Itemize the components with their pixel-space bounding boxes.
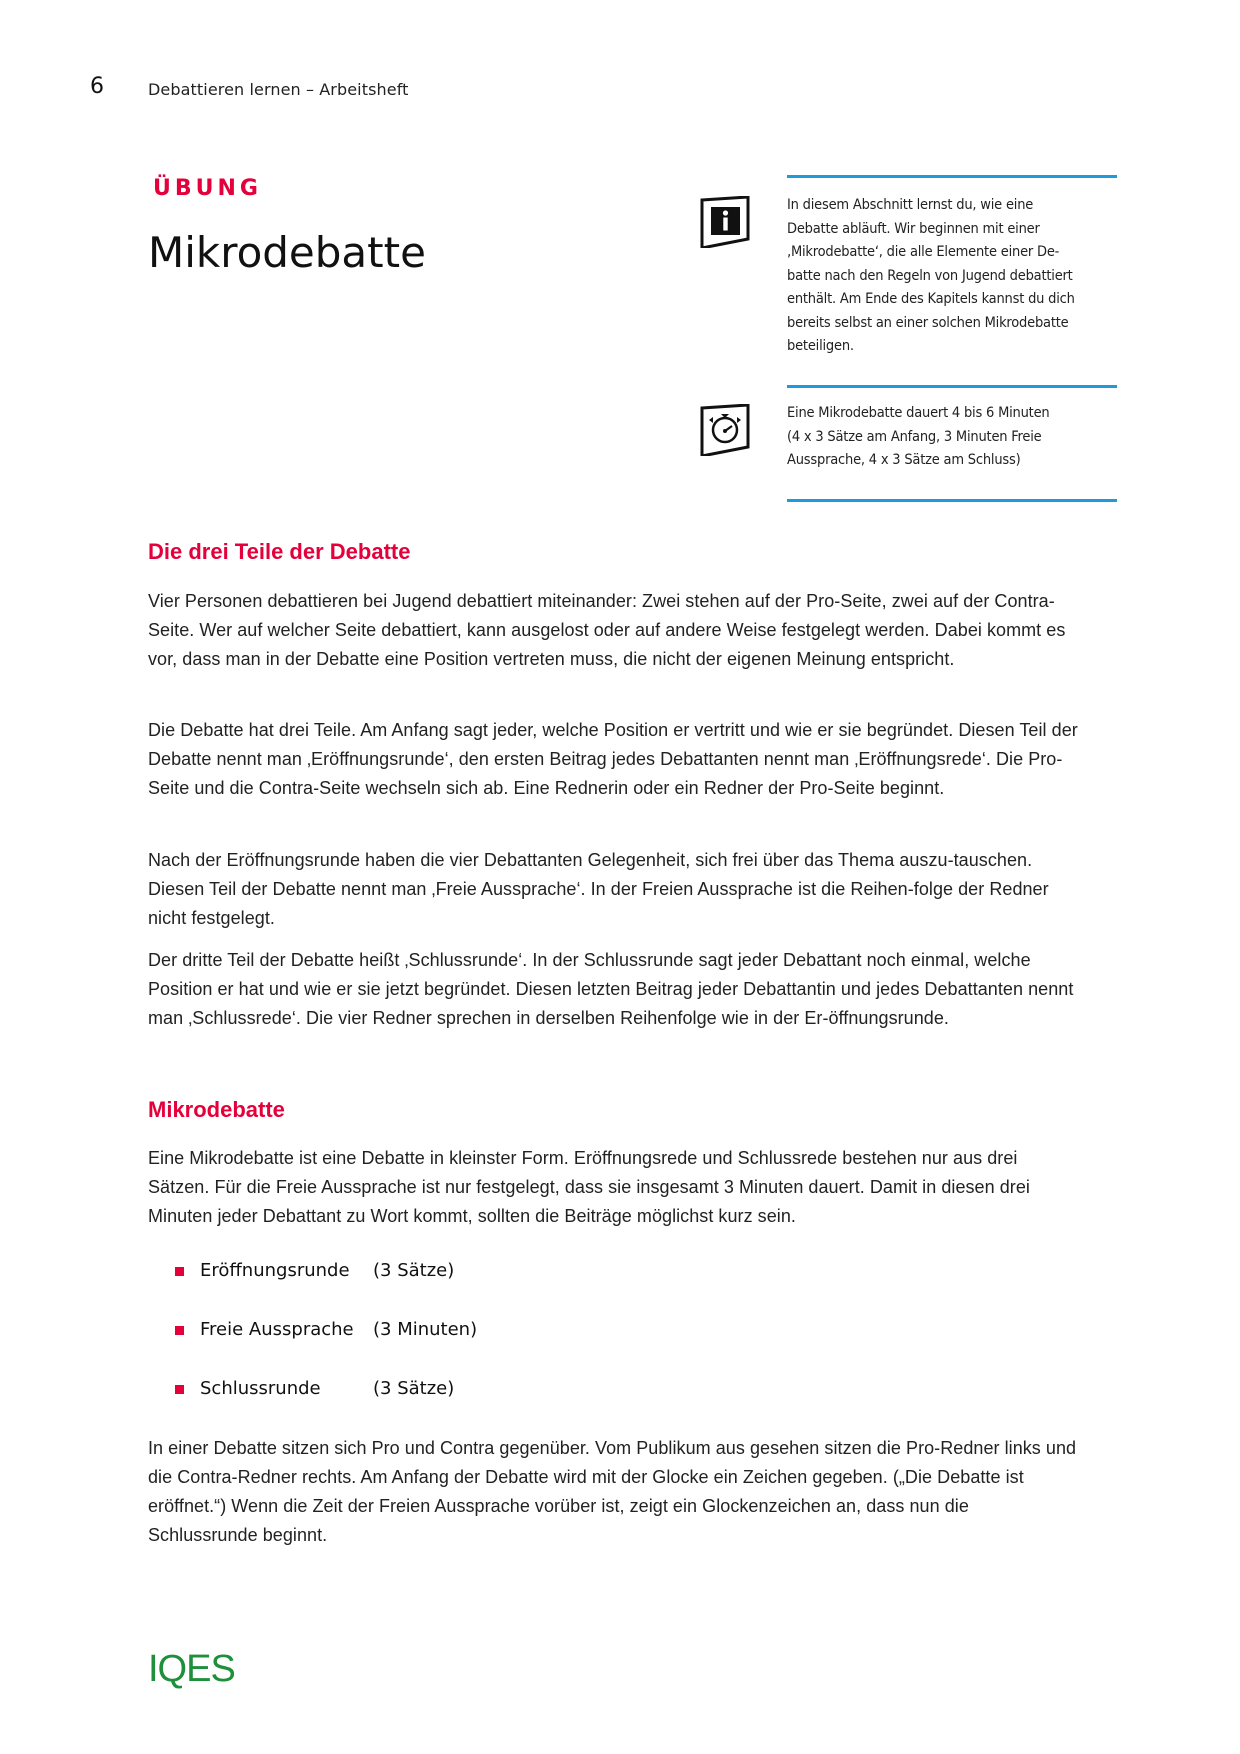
- phase-duration: (3 Sätze): [373, 1378, 455, 1399]
- duration-box-text: [787, 402, 1117, 473]
- sidebar-rule-top: [787, 175, 1117, 178]
- running-header: Debattieren lernen – Arbeitsheft: [148, 80, 409, 99]
- list-item: [175, 1378, 477, 1437]
- duration-line: Aussprache, 4 x 3 Sätze am Schluss): [787, 452, 1021, 468]
- info-line: batte nach den Regeln von Jugend debattiert: [787, 267, 1073, 284]
- info-line: beteiligen.: [787, 338, 854, 354]
- page-title: Mikrodebatte: [148, 228, 426, 277]
- paragraph: Nach der Eröffnungsrunde haben die vier Debattanten Gelegenheit, sich frei über das Thema auszu-tauschen. Diesen Teil der Debatte nennt man ‚Freie Aussprache‘. In der Freien Aussprache ist die Reihen-folge der Redner nicht festgelegt.: [148, 850, 1049, 928]
- square-bullet-icon: [175, 1267, 184, 1276]
- info-line: enthält. Am Ende des Kapitels kannst du dich: [787, 291, 1075, 307]
- info-line: ‚Mikrodebatte‘, die alle Elemente einer De-: [787, 244, 1060, 260]
- info-line: bereits selbst an einer solchen Mikrodebatte: [787, 314, 1069, 331]
- info-line: Debatte abläuft. Wir beginnen mit einer: [787, 220, 1040, 237]
- square-bullet-icon: [175, 1385, 184, 1394]
- info-icon: [700, 196, 750, 246]
- list-item: [175, 1260, 477, 1319]
- duration-line: Eine Mikrodebatte dauert 4 bis 6 Minuten: [787, 405, 1050, 421]
- debate-phases-list: [175, 1260, 477, 1437]
- square-bullet-icon: [175, 1326, 184, 1335]
- paragraph: Eine Mikrodebatte ist eine Debatte in kleinster Form. Eröffnungsrede und Schlussrede bestehen nur aus drei Sätzen. Für die Freie Aussprache ist nur festgelegt, dass sie insgesamt 3 Minuten dauert. Damit in diesen drei Minuten jeder Debattant zu Wort kommt, sollten die Beiträge möglichst kurz sein.: [148, 1148, 1030, 1226]
- phase-name: Eröffnungsrunde: [200, 1260, 350, 1281]
- info-box-text: [787, 194, 1117, 359]
- duration-line: (4 x 3 Sätze am Anfang, 3 Minuten Freie: [787, 428, 1042, 445]
- page-number: 6: [90, 74, 104, 99]
- paragraph: Vier Personen debattieren bei Jugend debattiert miteinander: Zwei stehen auf der Pro-Seite, zwei auf der Contra-Seite. Wer auf welcher Seite debattiert, kann ausgelost oder auf andere Weise festgelegt werden. Dabei kommt es vor, dass man in der Debatte eine Position vertreten muss, die nicht der eigenen Meinung entspricht.: [148, 591, 1066, 669]
- paragraph: Der dritte Teil der Debatte heißt ‚Schlussrunde‘. In der Schlussrunde sagt jeder Debattant noch einmal, welche Position er hat und wie er sie jetzt begründet. Diesen letzten Beitrag jeder Debattantin und jedes Debattanten nennt man ‚Schlussrede‘. Die vier Redner sprechen in derselben Reihenfolge wie in der Er-öffnungsrunde.: [148, 950, 1074, 1028]
- section-heading-mikrodebatte: Mikrodebatte: [148, 1097, 285, 1122]
- iqes-logo: IQES: [148, 1648, 235, 1690]
- info-line: In diesem Abschnitt lernst du, wie eine: [787, 197, 1034, 213]
- sidebar-rule-middle: [787, 385, 1117, 388]
- sidebar-rule-bottom: [787, 499, 1117, 502]
- phase-duration: (3 Sätze): [373, 1260, 455, 1281]
- list-item: [175, 1319, 477, 1378]
- section-heading-three-parts: Die drei Teile der Debatte: [148, 539, 411, 564]
- exercise-label: ÜBUNG: [153, 176, 262, 201]
- stopwatch-icon: [700, 404, 750, 454]
- paragraph: In einer Debatte sitzen sich Pro und Contra gegenüber. Vom Publikum aus gesehen sitzen die Pro-Redner links und die Contra-Redner rechts. Am Anfang der Debatte wird mit der Glocke ein Zeichen gegeben. („Die Debatte ist eröffnet.“) Wenn die Zeit der Freien Aussprache vorüber ist, zeigt ein Glockenzeichen an, dass nun die Schlussrunde beginnt.: [148, 1438, 1077, 1545]
- phase-name: Schlussrunde: [200, 1378, 321, 1399]
- paragraph: Die Debatte hat drei Teile. Am Anfang sagt jeder, welche Position er vertritt und wie er sie begründet. Diesen Teil der Debatte nennt man ‚Eröffnungsrunde‘, den ersten Beitrag jedes Debattanten nennt man ‚Eröffnungsrede‘. Die Pro-Seite und die Contra-Seite wechseln sich ab. Eine Rednerin oder ein Redner der Pro-Seite beginnt.: [148, 720, 1078, 798]
- phase-name: Freie Aussprache: [200, 1319, 354, 1340]
- phase-duration: (3 Minuten): [373, 1319, 478, 1340]
